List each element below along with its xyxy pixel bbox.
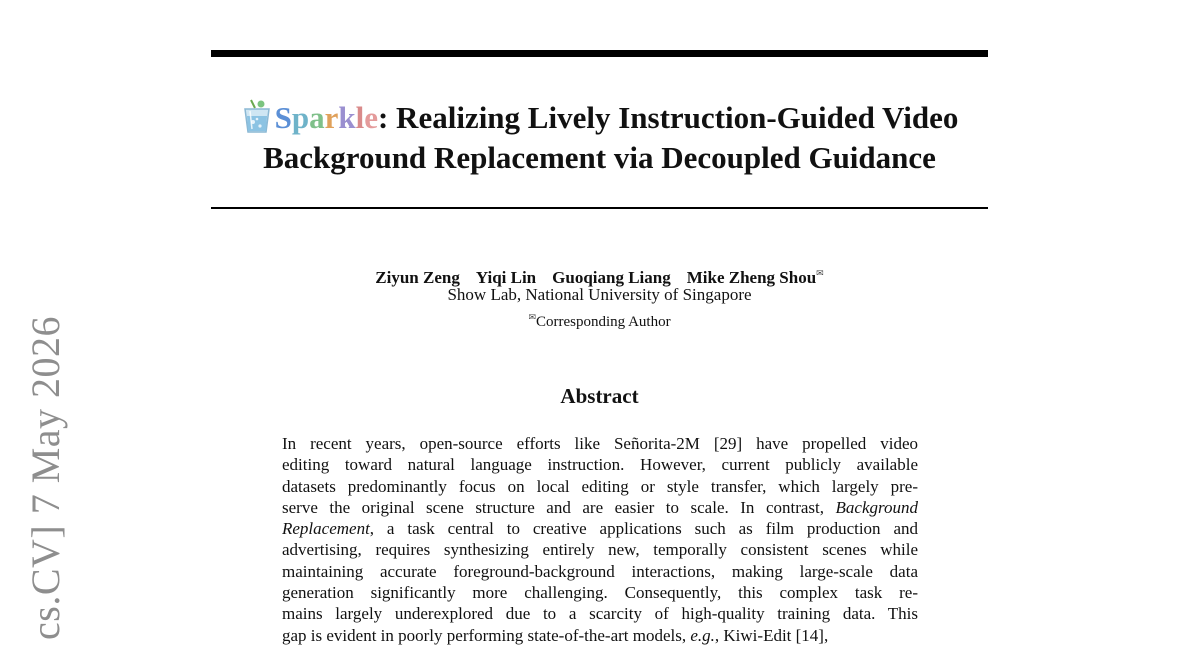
brand-letter: e — [364, 100, 378, 135]
abstract-text: advertising, requires synthesizing entirely new, temporally consistent scenes while — [282, 540, 918, 560]
abstract-line — [282, 625, 918, 646]
emphasis-text: Replacement — [282, 519, 370, 539]
author-name: Mike Zheng Shou✉ — [686, 268, 824, 287]
abstract-line — [282, 539, 918, 560]
abstract-line — [282, 476, 918, 497]
abstract-text: gap is evident in poorly performing state-of-the-art models, — [282, 625, 691, 645]
title-top-rule — [211, 50, 988, 57]
abstract-line — [282, 603, 918, 624]
abstract-text: generation significantly more challenging. Consequently, this complex task re- — [282, 583, 918, 603]
abstract-text: , Kiwi-Edit [14], — [714, 625, 829, 645]
corresponding-author-note — [211, 307, 988, 332]
abstract-line — [282, 561, 918, 582]
abstract-line — [282, 433, 918, 454]
affiliation: Show Lab, National University of Singapore — [447, 285, 752, 304]
abstract-text: In recent years, open-source efforts like Señorita-2M [29] have propelled video — [282, 434, 918, 453]
title-bottom-rule — [211, 207, 988, 209]
title-line-1-text: : Realizing Lively Instruction-Guided Video — [377, 100, 959, 135]
title-line-1 — [211, 98, 988, 138]
author-name: Guoqiang Liang — [552, 268, 671, 287]
author-name: Yiqi Lin — [475, 268, 537, 287]
title-brand-sparkle — [275, 100, 378, 135]
abstract-line — [282, 518, 918, 539]
arxiv-side-stamp: cs.CV] 7 May 2026 — [23, 315, 68, 640]
abstract-text: editing toward natural language instruction. However, current publicly available — [282, 455, 918, 475]
corresponding-mark: ✉ — [816, 268, 824, 278]
abstract-text: , a task central to creative applications such as film production and — [369, 519, 918, 539]
abstract-text: maintaining accurate foreground-background interactions, making large-scale data — [282, 561, 918, 581]
brand-letter: k — [338, 100, 356, 135]
emphasis-text: e.g. — [690, 625, 715, 645]
brand-letter: S — [274, 100, 292, 135]
abstract-line — [282, 454, 918, 475]
abstract-body — [282, 433, 918, 646]
brand-letter: p — [291, 100, 310, 135]
brand-letter: l — [355, 100, 365, 135]
sparkling-drink-icon — [241, 98, 273, 134]
emphasis-text: Background — [835, 497, 918, 517]
abstract-line — [282, 497, 918, 518]
corresponding-mark: ✉ — [528, 312, 536, 322]
abstract-heading: Abstract — [560, 384, 639, 408]
abstract-text: mains largely underexplored due to a scarcity of high-quality training data. This — [282, 604, 918, 624]
author-name: Ziyun Zeng — [375, 268, 460, 287]
abstract-text: serve the original scene structure and are easier to scale. In contrast, — [282, 497, 836, 517]
paper-title — [211, 98, 988, 178]
abstract-text: datasets predominantly focus on local editing or style transfer, which largely pre- — [282, 476, 918, 496]
title-line-2: Background Replacement via Decoupled Guidance — [263, 140, 936, 175]
corresponding-text: Corresponding Author — [535, 314, 671, 330]
brand-letter: r — [324, 100, 339, 135]
abstract-line — [282, 582, 918, 603]
brand-letter: a — [309, 100, 325, 135]
